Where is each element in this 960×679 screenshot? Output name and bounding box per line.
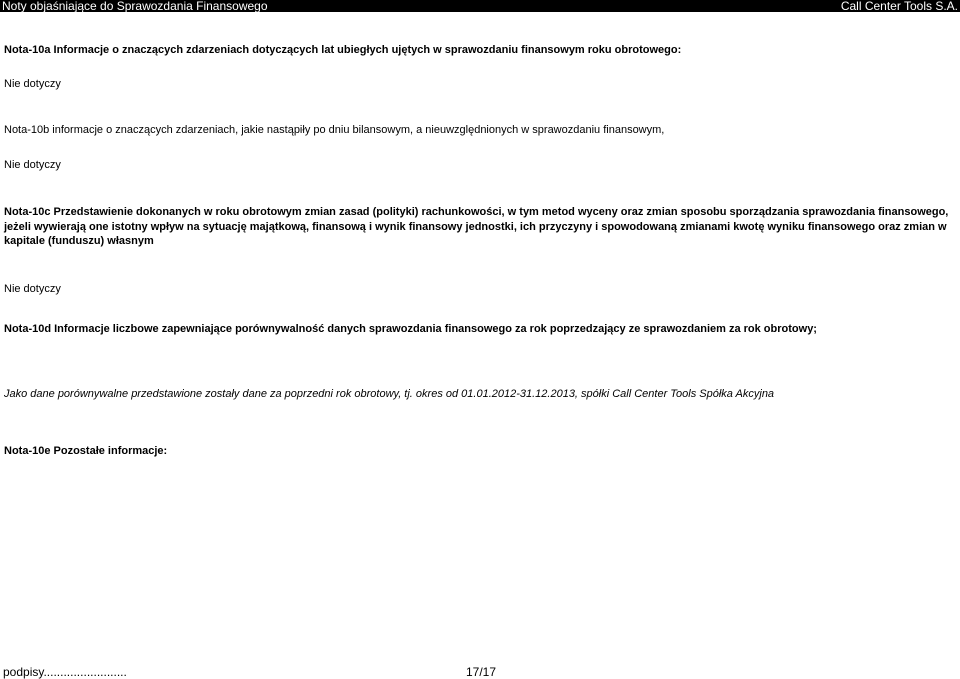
note-10d-answer: Jako dane porównywalne przedstawione zostały dane za poprzedni rok obrotowy, tj. okres od 01.01.2012-31.12.2013, spółki Call Center Tools Spółka Akcyjna (4, 388, 775, 400)
note-10b-answer: Nie dotyczy (4, 159, 61, 171)
company-name: Call Center Tools S.A. (840, 0, 958, 13)
note-10d-heading: Nota-10d Informacje liczbowe zapewniające porównywalność danych sprawozdania finansowego za rok poprzedzający ze sprawozdaniem za rok obrotowy; (4, 323, 817, 335)
note-10e-heading: Nota-10e Pozostałe informacje: (4, 445, 168, 457)
note-10a-answer: Nie dotyczy (4, 78, 61, 90)
note-10b-heading: Nota-10b informacje o znaczących zdarzeniach, jakie nastąpiły po dniu bilansowym, a nieuwzględnionych w sprawozdaniu finansowym, (4, 124, 665, 136)
document-title: Noty objaśniające do Sprawozdania Finansowego (2, 0, 268, 13)
signature-line: podpisy......................... (3, 665, 127, 679)
page-header (0, 0, 960, 12)
page-number: 17/17 (466, 665, 497, 679)
note-10c-heading: Nota-10c Przedstawienie dokonanych w roku obrotowym zmian zasad (polityki) rachunkowości, w tym metod wyceny oraz zmian sposobu sporządzania sprawozdania finansowego, jeżeli wywierają one istotny wpływ na sytuację majątkową, finansową i wynik finansowy jednostki, ich przyczyny i spowodowaną zmianami kwotę wyniku finansowego oraz zmian w kapitale (funduszu) własnym (4, 206, 949, 247)
note-10c-answer: Nie dotyczy (4, 283, 61, 295)
note-10a-heading: Nota-10a Informacje o znaczących zdarzeniach dotyczących lat ubiegłych ujętych w sprawozdaniu finansowym roku obrotowego: (4, 44, 682, 56)
